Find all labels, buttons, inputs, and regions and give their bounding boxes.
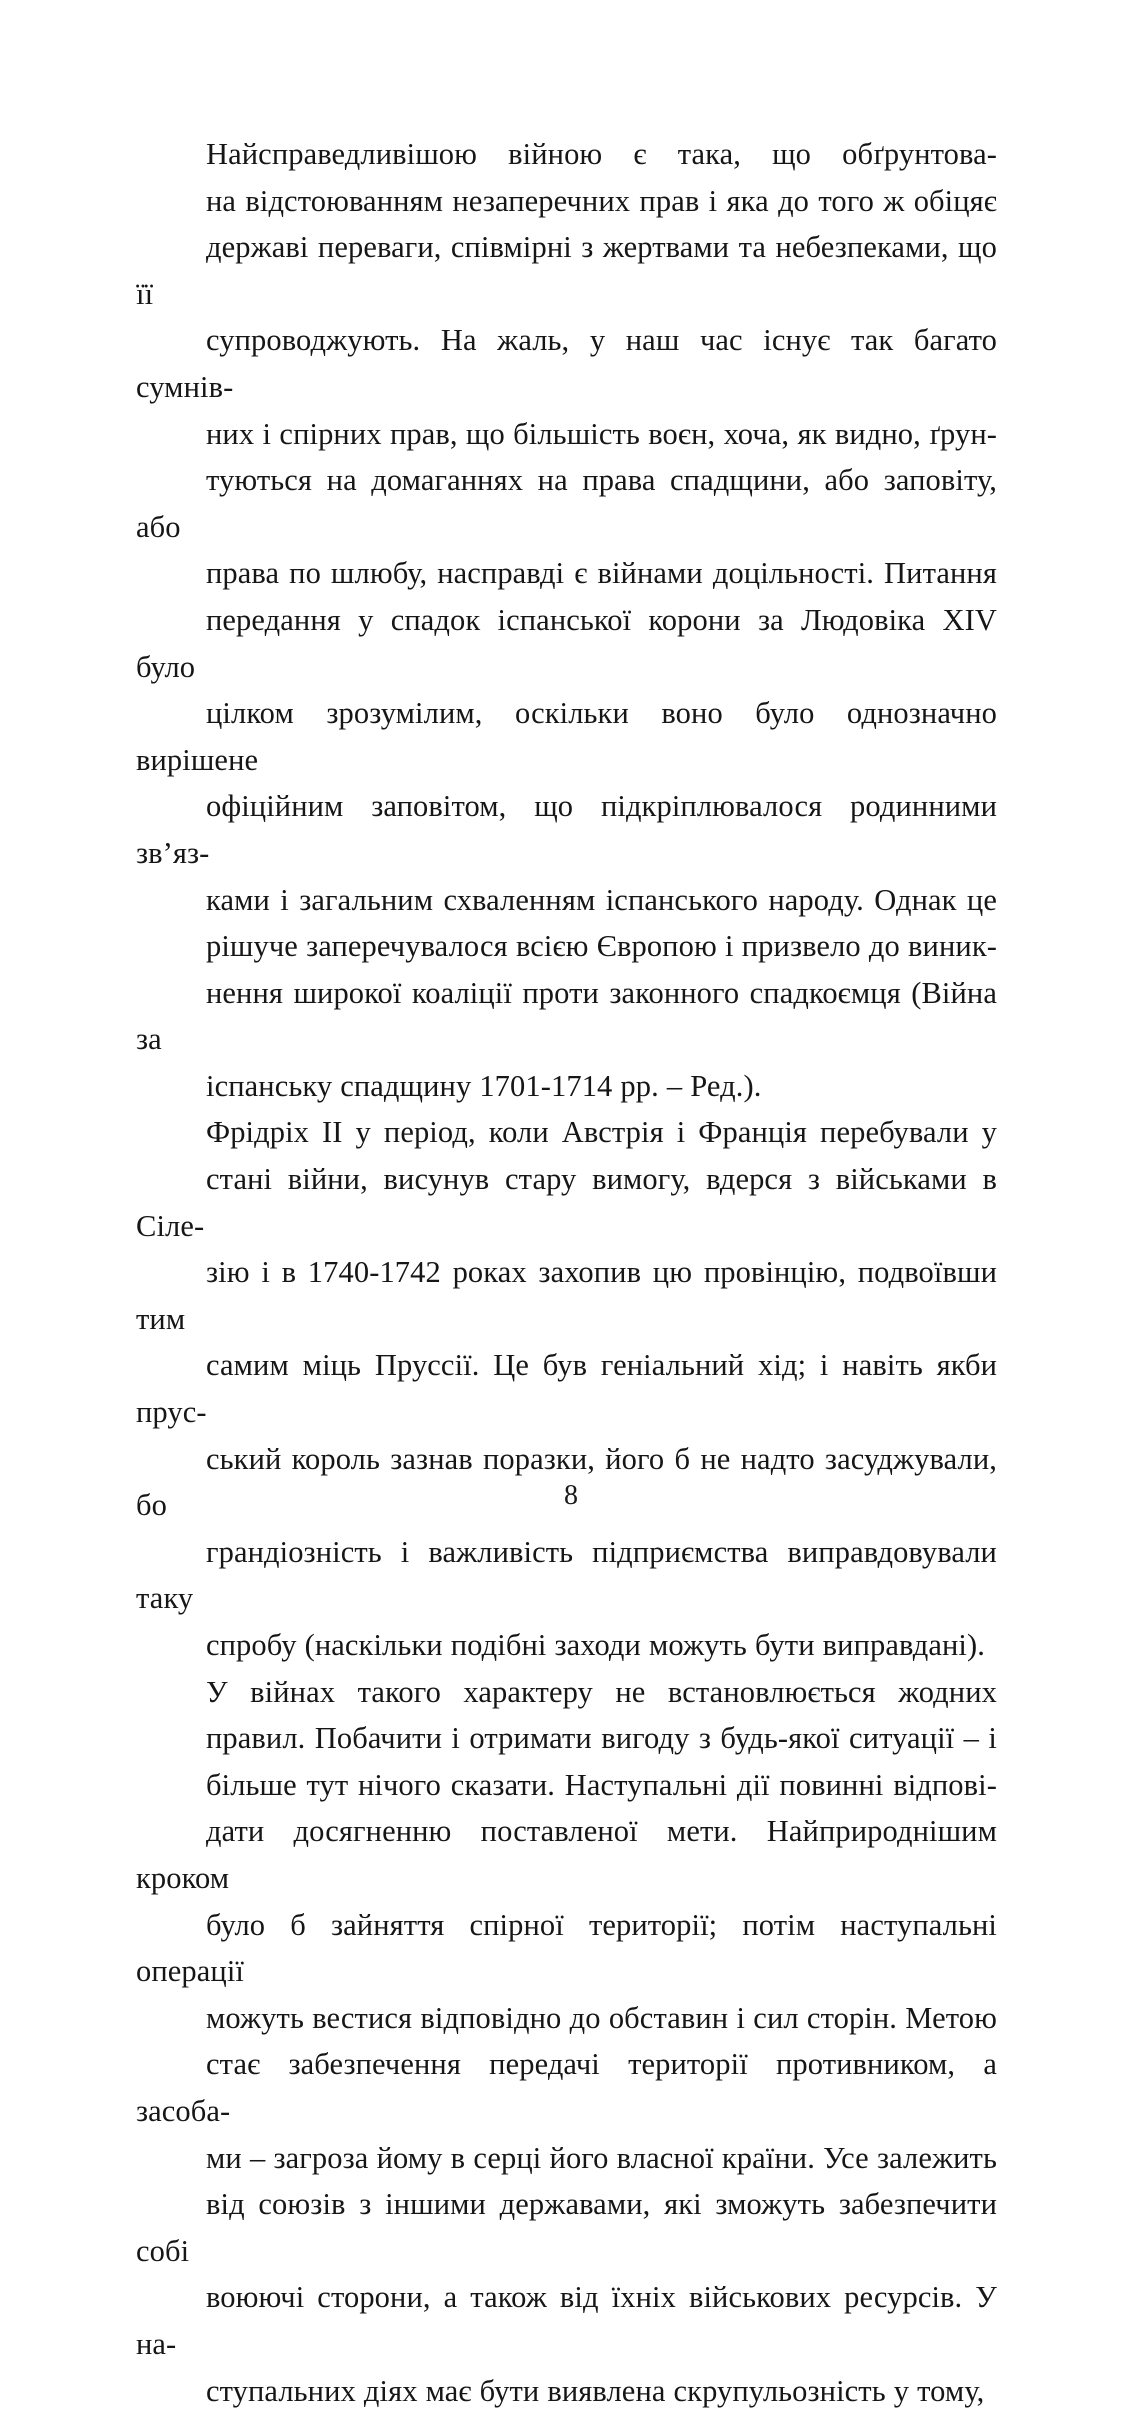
text-line: дати досягненню поставленої мети. Найприроднішим кроком: [136, 1808, 997, 1901]
text-line: них і спірних прав, що більшість воєн, хоча, як видно, ґрун-: [136, 411, 997, 458]
paragraph-2: [136, 1109, 997, 1668]
text-line: державі переваги, співмірні з жертвами та небезпеками, що її: [136, 224, 997, 317]
text-line: рішуче заперечувалося всією Європою і призвело до виник-: [136, 923, 997, 970]
text-line: стані війни, висунув стару вимогу, вдерся з військами в Сіле-: [136, 1156, 997, 1249]
text-line: ми – загроза йому в серці його власної країни. Усе залежить: [136, 2135, 997, 2182]
text-line: грандіозність і важливість підприємства виправдовували таку: [136, 1529, 997, 1622]
text-line: Найсправедливішою війною є така, що обґрунтова-: [136, 131, 997, 178]
text-line: самим міць Пруссії. Це був геніальний хід; і навіть якби прус-: [136, 1342, 997, 1435]
text-line: ками і загальним схваленням іспанського народу. Однак це: [136, 877, 997, 924]
text-line: на відстоюванням незаперечних прав і яка до того ж обіцяє: [136, 178, 997, 225]
text-line: туються на домаганнях на права спадщини, або заповіту, або: [136, 457, 997, 550]
text-line: від союзів з іншими державами, які зможуть забезпечити собі: [136, 2181, 997, 2274]
text-line: стає забезпечення передачі території противником, а засоба-: [136, 2041, 997, 2134]
text-line: спробу (наскільки подібні заходи можуть бути виправдані).: [136, 1622, 997, 1669]
text-line: ступальних діях має бути виявлена скрупульозність у тому,: [136, 2368, 997, 2414]
page-text-block: [136, 131, 997, 2414]
text-line: було б зайняття спірної території; потім наступальні операції: [136, 1902, 997, 1995]
text-line: У війнах такого характеру не встановлюється жодних: [136, 1669, 997, 1716]
paragraph-3: [136, 1669, 997, 2414]
text-line: офіційним заповітом, що підкріплювалося родинними зв’яз-: [136, 783, 997, 876]
text-line: іспанську спадщину 1701-1714 рр. – Ред.).: [136, 1063, 997, 1110]
text-line: більше тут нічого сказати. Наступальні дії повинні відпові-: [136, 1762, 997, 1809]
text-line: права по шлюбу, насправді є війнами доцільності. Питання: [136, 550, 997, 597]
paragraph-1: [136, 131, 997, 1109]
text-line: нення широкої коаліції проти законного спадкоємця (Війна за: [136, 970, 997, 1063]
text-line: правил. Побачити і отримати вигоду з будь-якої ситуації – і: [136, 1715, 997, 1762]
text-line: супроводжують. На жаль, у наш час існує так багато сумнів-: [136, 317, 997, 410]
text-line: передання у спадок іспанської корони за Людовіка XIV було: [136, 597, 997, 690]
text-line: Фрідріх II у період, коли Австрія і Франція перебували у: [136, 1109, 997, 1156]
text-line: цілком зрозумілим, оскільки воно було однозначно вирішене: [136, 690, 997, 783]
text-line: можуть вестися відповідно до обставин і сил сторін. Метою: [136, 1995, 997, 2042]
text-line: воюючі сторони, а також від їхніх військових ресурсів. У на-: [136, 2274, 997, 2367]
text-line: ський король зазнав поразки, його б не надто засуджували, бо: [136, 1436, 997, 1529]
text-line: зію і в 1740-1742 роках захопив цю провінцію, подвоївши тим: [136, 1249, 997, 1342]
page-number: 8: [0, 1479, 1142, 1513]
